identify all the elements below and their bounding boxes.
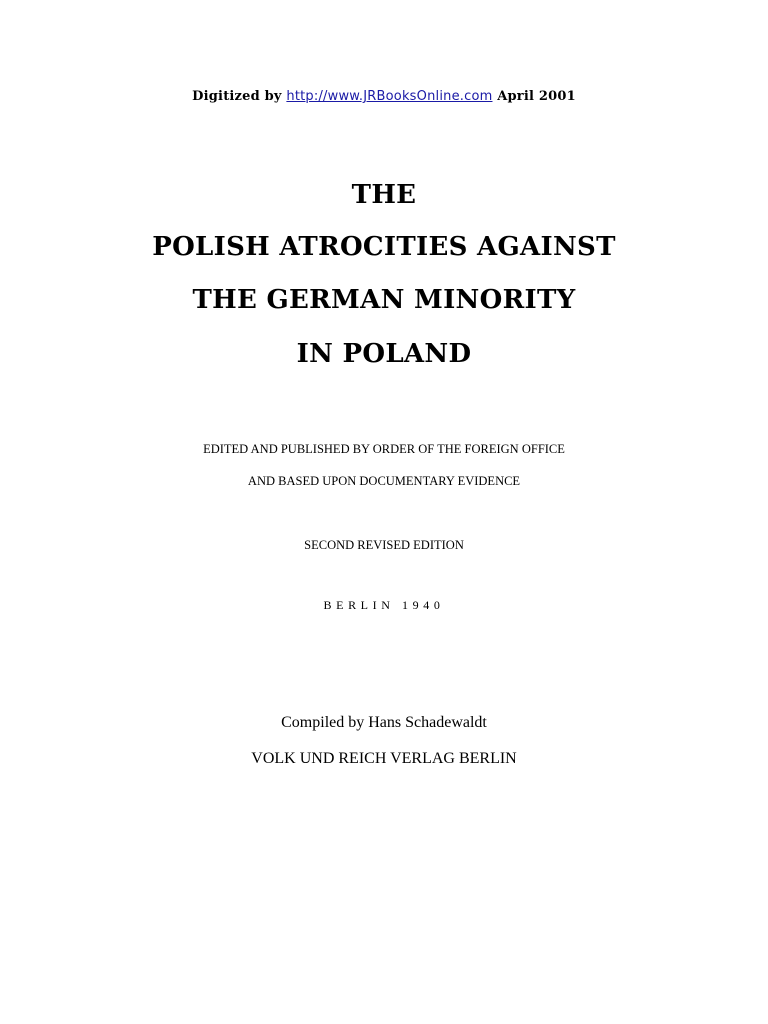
place-year-line: BERLIN 1940 [323, 598, 445, 612]
title-line-1: THE [351, 180, 417, 210]
evidence-line: AND BASED UPON DOCUMENTARY EVIDENCE [247, 474, 521, 488]
digitized-notice [0, 89, 768, 104]
title-line-3: THE GERMAN MINORITY [192, 285, 576, 315]
compiled-by-line: Compiled by Hans Schadewaldt [281, 714, 487, 731]
publisher-line: VOLK UND REICH VERLAG BERLIN [251, 750, 517, 767]
edited-by-line: EDITED AND PUBLISHED BY ORDER OF THE FOREIGN OFFICE [203, 442, 565, 456]
edition-line: SECOND REVISED EDITION [304, 538, 464, 552]
title-line-4: IN POLAND [296, 339, 472, 369]
jrbooks-link[interactable]: http://www.JRBooksOnline.com [286, 89, 493, 104]
digitized-prefix: Digitized by [192, 89, 282, 104]
digitized-date: April 2001 [497, 89, 576, 104]
title-line-2: POLISH ATROCITIES AGAINST [152, 232, 616, 262]
